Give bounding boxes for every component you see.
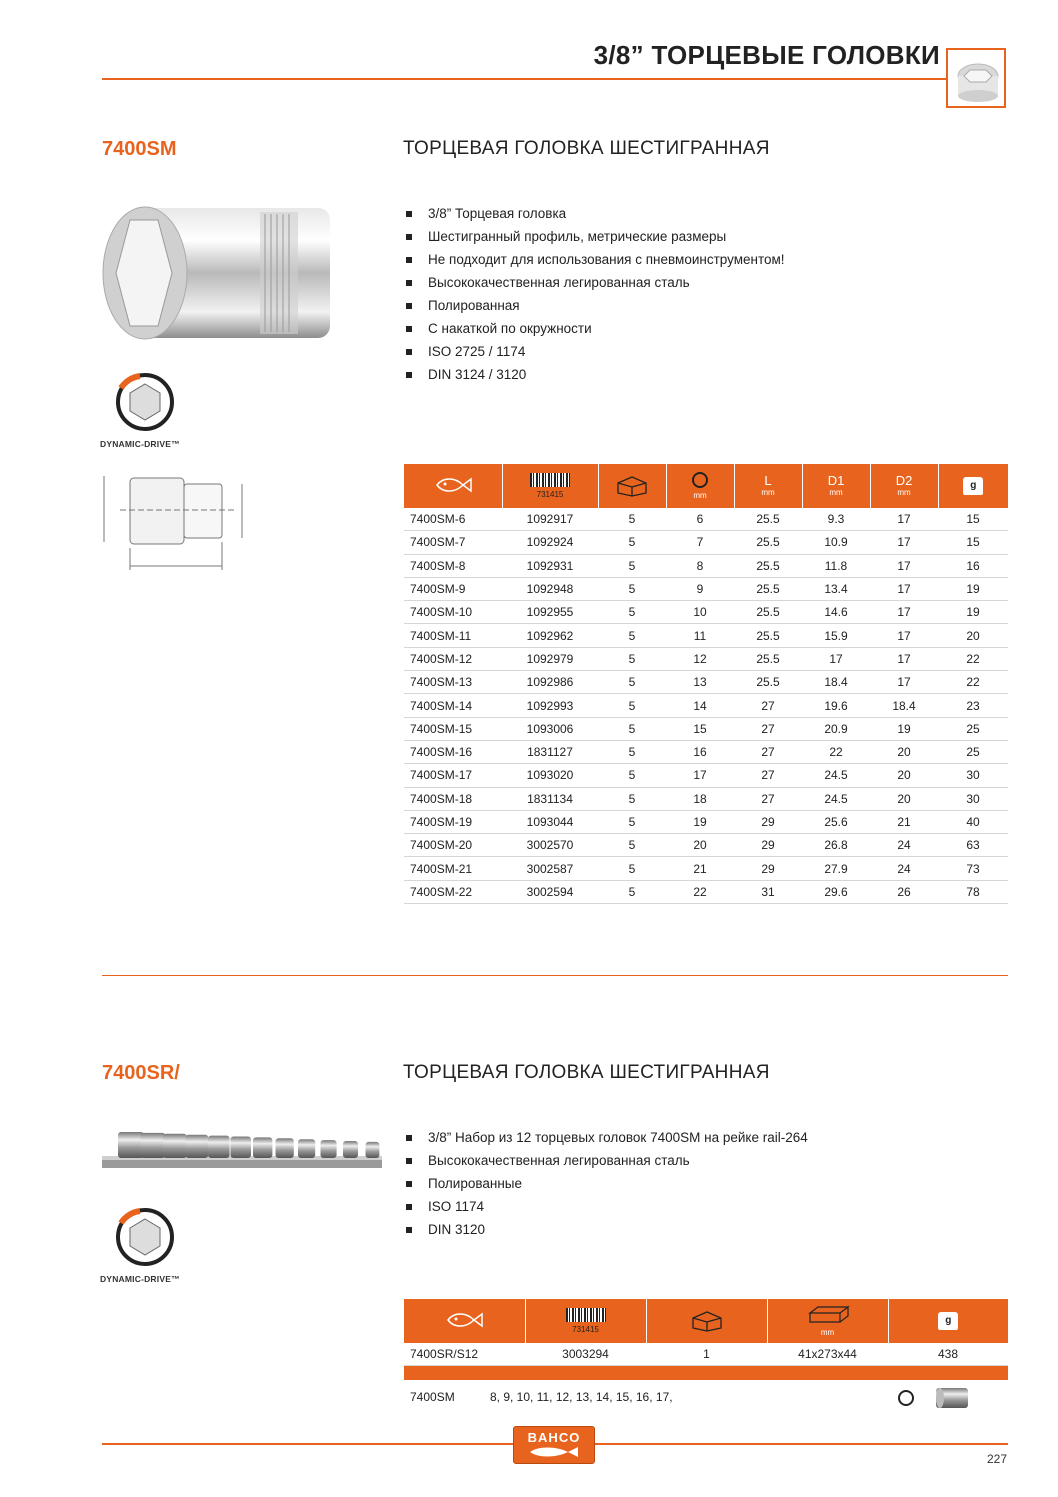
length-cell: 27 [734,694,802,717]
socket-icon [946,48,1006,108]
length-cell: 25.5 [734,624,802,647]
weight-cell: 23 [938,694,1008,717]
d1-cell: 22 [802,740,870,763]
size-cell: 18 [666,787,734,810]
d1-cell: 9.3 [802,508,870,531]
weight-header [888,1299,1008,1343]
d2-cell: 19 [870,717,938,740]
set-spec-table [404,1299,1008,1366]
feature-item: Высококачественная легированная сталь [404,271,785,294]
d1-cell: 29.6 [802,880,870,903]
length-cell: 27 [734,787,802,810]
qty-cell: 5 [598,834,666,857]
bahco-logo [513,1426,595,1464]
table-row [404,531,1008,554]
article-cell: 7400SM-18 [404,787,502,810]
contents-sizes: 8, 9, 10, 11, 12, 13, 14, 15, 16, 17, [490,1390,673,1404]
weight-icon: g [963,477,983,495]
table-row [404,694,1008,717]
socket-thumb-icon [934,1386,970,1415]
d2-cell: 20 [870,787,938,810]
feature-item: Шестигранный профиль, метрические размеры [404,225,785,248]
qty-cell: 5 [598,601,666,624]
rail-socket [141,1133,166,1158]
d2-cell: 24 [870,834,938,857]
article-cell: 7400SM-21 [404,857,502,880]
spec-table [404,464,1008,904]
size-header [666,464,734,508]
d2-cell: 26 [870,880,938,903]
package-icon [646,1299,767,1343]
weight-cell: 30 [938,787,1008,810]
article-cell: 7400SR/S12 [404,1343,525,1366]
feature-item: Не подходит для использования с пневмоинструментом! [404,248,785,271]
length-cell: 31 [734,880,802,903]
qty-cell: 5 [598,671,666,694]
table-row [404,577,1008,600]
d1-cell: 17 [802,647,870,670]
d2-cell: 18.4 [870,694,938,717]
dimension-drawing [98,470,258,585]
table-row [404,554,1008,577]
qty-cell: 5 [598,508,666,531]
weight-cell: 438 [888,1343,1008,1366]
unit-label: mm [829,488,843,497]
size-cell: 14 [666,694,734,717]
d2-cell: 17 [870,601,938,624]
ean-cell: 1831134 [502,787,598,810]
article-cell: 7400SM-12 [404,647,502,670]
rail-socket [298,1139,315,1158]
size-cell: 11 [666,624,734,647]
product-title: ТОРЦЕВАЯ ГОЛОВКА ШЕСТИГРАННАЯ [403,138,770,159]
feature-list [404,202,785,386]
qty-cell: 5 [598,624,666,647]
article-cell: 7400SM-16 [404,740,502,763]
size-cell: 8 [666,554,734,577]
size-cell: 15 [666,717,734,740]
table-header [404,1299,1008,1343]
size-cell: 10 [666,601,734,624]
qty-cell: 5 [598,810,666,833]
table-row [404,880,1008,903]
ean-cell: 1092993 [502,694,598,717]
length-cell: 25.5 [734,508,802,531]
dimensions-cell: 41x273x44 [767,1343,888,1366]
rail-socket [366,1142,380,1158]
size-cell: 9 [666,577,734,600]
weight-cell: 19 [938,601,1008,624]
product-code: 7400SM [102,138,177,160]
ean-cell: 1092917 [502,508,598,531]
qty-cell: 5 [598,857,666,880]
ean-cell: 3002587 [502,857,598,880]
article-cell: 7400SM-6 [404,508,502,531]
article-cell: 7400SM-20 [404,834,502,857]
feature-item: 3/8” Набор из 12 торцевых головок 7400SM на рейке rail-264 [404,1126,808,1149]
hex-size-icon [898,1390,914,1406]
socket-image [100,200,340,350]
table-row [404,624,1008,647]
weight-header [938,464,1008,508]
d1-cell: 25.6 [802,810,870,833]
d1-header [802,464,870,508]
article-cell: 7400SM-7 [404,531,502,554]
length-cell: 27 [734,717,802,740]
size-cell: 22 [666,880,734,903]
dynamic-drive-label: DYNAMIC-DRIVE™ [100,1274,180,1284]
d1-cell: 24.5 [802,764,870,787]
size-cell: 17 [666,764,734,787]
ean-cell: 1831127 [502,740,598,763]
article-cell: 7400SM-19 [404,810,502,833]
rail-socket [321,1140,337,1158]
weight-cell: 25 [938,717,1008,740]
barcode-icon [566,1308,606,1322]
rail-socket [231,1137,252,1159]
length-cell: 29 [734,857,802,880]
article-icon [404,1299,525,1343]
d2-cell: 17 [870,647,938,670]
d2-cell: 20 [870,764,938,787]
feature-item: С накаткой по окружности [404,317,785,340]
article-icon [404,464,502,508]
ean-cell: 1092962 [502,624,598,647]
feature-item: Полированные [404,1172,808,1195]
table-row [404,1343,1008,1366]
size-cell: 7 [666,531,734,554]
length-cell: 25.5 [734,531,802,554]
feature-item: ISO 2725 / 1174 [404,340,785,363]
d1-cell: 13.4 [802,577,870,600]
size-cell: 19 [666,810,734,833]
weight-cell: 15 [938,508,1008,531]
d2-cell: 17 [870,671,938,694]
d2-header [870,464,938,508]
qty-cell: 5 [598,577,666,600]
article-cell: 7400SM-14 [404,694,502,717]
length-cell: 29 [734,834,802,857]
table-row [404,787,1008,810]
d2-label: D2 [895,473,913,488]
article-cell: 7400SM-15 [404,717,502,740]
d1-cell: 27.9 [802,857,870,880]
article-cell: 7400SM-11 [404,624,502,647]
d2-cell: 24 [870,857,938,880]
qty-cell: 5 [598,531,666,554]
article-cell: 7400SM-17 [404,764,502,787]
qty-cell: 5 [598,694,666,717]
barcode-header [525,1299,646,1343]
table-row [404,601,1008,624]
fish-logo-icon [524,1446,584,1458]
d1-cell: 20.9 [802,717,870,740]
qty-cell: 5 [598,647,666,670]
weight-cell: 63 [938,834,1008,857]
size-cell: 6 [666,508,734,531]
d2-cell: 17 [870,577,938,600]
table-row [404,671,1008,694]
section-divider [102,975,1008,976]
qty-cell: 5 [598,764,666,787]
d2-cell: 17 [870,531,938,554]
ean-cell: 1093020 [502,764,598,787]
ean-cell: 1092955 [502,601,598,624]
d2-cell: 21 [870,810,938,833]
unit-label: mm [820,1327,835,1337]
weight-cell: 40 [938,810,1008,833]
rail-socket [343,1141,358,1158]
hex-size-icon [692,472,708,488]
ean-cell: 1092924 [502,531,598,554]
d1-cell: 10.9 [802,531,870,554]
product-title: ТОРЦЕВАЯ ГОЛОВКА ШЕСТИГРАННАЯ [403,1062,770,1083]
dynamic-drive-logo [100,1205,190,1284]
qty-cell: 5 [598,717,666,740]
d2-cell: 20 [870,740,938,763]
ean-cell: 1092986 [502,671,598,694]
length-cell: 29 [734,810,802,833]
length-cell: 27 [734,740,802,763]
table-row [404,857,1008,880]
ean-cell: 3002594 [502,880,598,903]
size-cell: 16 [666,740,734,763]
ean-cell: 1092979 [502,647,598,670]
page-title: 3/8” ТОРЦЕВЫЕ ГОЛОВКИ [593,40,940,70]
rail-socket [118,1132,144,1158]
length-cell: 25.5 [734,671,802,694]
table-row [404,740,1008,763]
barcode-header [502,464,598,508]
article-cell: 7400SM-13 [404,671,502,694]
weight-cell: 22 [938,647,1008,670]
article-cell: 7400SM-22 [404,880,502,903]
dimensions-header [767,1299,888,1343]
article-cell: 7400SM-10 [404,601,502,624]
unit-label: mm [897,488,911,497]
qty-cell: 5 [598,787,666,810]
weight-icon: g [938,1312,958,1330]
table-row [404,647,1008,670]
ean-cell: 1093006 [502,717,598,740]
weight-cell: 73 [938,857,1008,880]
contents-code: 7400SM [410,1390,455,1404]
unit-label: mm [693,490,707,500]
box-dimensions-icon [804,1305,852,1325]
d2-cell: 17 [870,508,938,531]
weight-cell: 15 [938,531,1008,554]
weight-cell: 16 [938,554,1008,577]
feature-item: 3/8” Торцевая головка [404,202,785,225]
brand-name: BAHCO [527,1430,581,1445]
d1-cell: 18.4 [802,671,870,694]
weight-cell: 78 [938,880,1008,903]
size-cell: 21 [666,857,734,880]
ean-cell: 3003294 [525,1343,646,1366]
feature-list [404,1126,808,1241]
dynamic-drive-label: DYNAMIC-DRIVE™ [100,439,180,449]
d1-label: D1 [827,473,845,488]
weight-cell: 22 [938,671,1008,694]
rail-socket [163,1134,187,1158]
size-cell: 12 [666,647,734,670]
ean-cell: 1093044 [502,810,598,833]
d2-cell: 17 [870,554,938,577]
d1-cell: 11.8 [802,554,870,577]
size-cell: 20 [666,834,734,857]
ean-cell: 1092931 [502,554,598,577]
rail-socket [253,1137,272,1158]
d1-cell: 14.6 [802,601,870,624]
header-divider [102,78,948,80]
table-footer-bar [404,1366,1008,1380]
feature-item: DIN 3120 [404,1218,808,1241]
rail-socket [186,1135,209,1158]
table-row [404,717,1008,740]
table-header [404,464,1008,508]
feature-item: ISO 1174 [404,1195,808,1218]
length-label: L [764,473,772,488]
weight-cell: 20 [938,624,1008,647]
weight-cell: 25 [938,740,1008,763]
table-row [404,764,1008,787]
qty-cell: 5 [598,880,666,903]
qty-cell: 1 [646,1343,767,1366]
qty-cell: 5 [598,554,666,577]
size-cell: 13 [666,671,734,694]
d1-cell: 24.5 [802,787,870,810]
length-cell: 25.5 [734,601,802,624]
rail-socket [276,1138,294,1158]
barcode-icon [530,473,570,487]
ean-cell: 1092948 [502,577,598,600]
weight-cell: 30 [938,764,1008,787]
d1-cell: 19.6 [802,694,870,717]
length-cell: 25.5 [734,554,802,577]
table-row [404,508,1008,531]
socket-set-image [100,1124,385,1179]
d1-cell: 15.9 [802,624,870,647]
ean-cell: 3002570 [502,834,598,857]
feature-item: Высококачественная легированная сталь [404,1149,808,1172]
qty-cell: 5 [598,740,666,763]
feature-item: DIN 3124 / 3120 [404,363,785,386]
length-cell: 27 [734,764,802,787]
length-cell: 25.5 [734,647,802,670]
page-number: 227 [986,1452,1007,1466]
barcode-label: 731415 [572,1324,599,1334]
table-row [404,810,1008,833]
table-row [404,834,1008,857]
weight-cell: 19 [938,577,1008,600]
d1-cell: 26.8 [802,834,870,857]
product-code: 7400SR/ [102,1062,180,1084]
unit-label: mm [761,488,775,497]
rail-socket [208,1136,230,1158]
article-cell: 7400SM-9 [404,577,502,600]
article-cell: 7400SM-8 [404,554,502,577]
barcode-label: 731415 [536,489,564,499]
length-cell: 25.5 [734,577,802,600]
feature-item: Полированная [404,294,785,317]
length-header [734,464,802,508]
dynamic-drive-logo [100,370,190,449]
package-icon [598,464,666,508]
d2-cell: 17 [870,624,938,647]
